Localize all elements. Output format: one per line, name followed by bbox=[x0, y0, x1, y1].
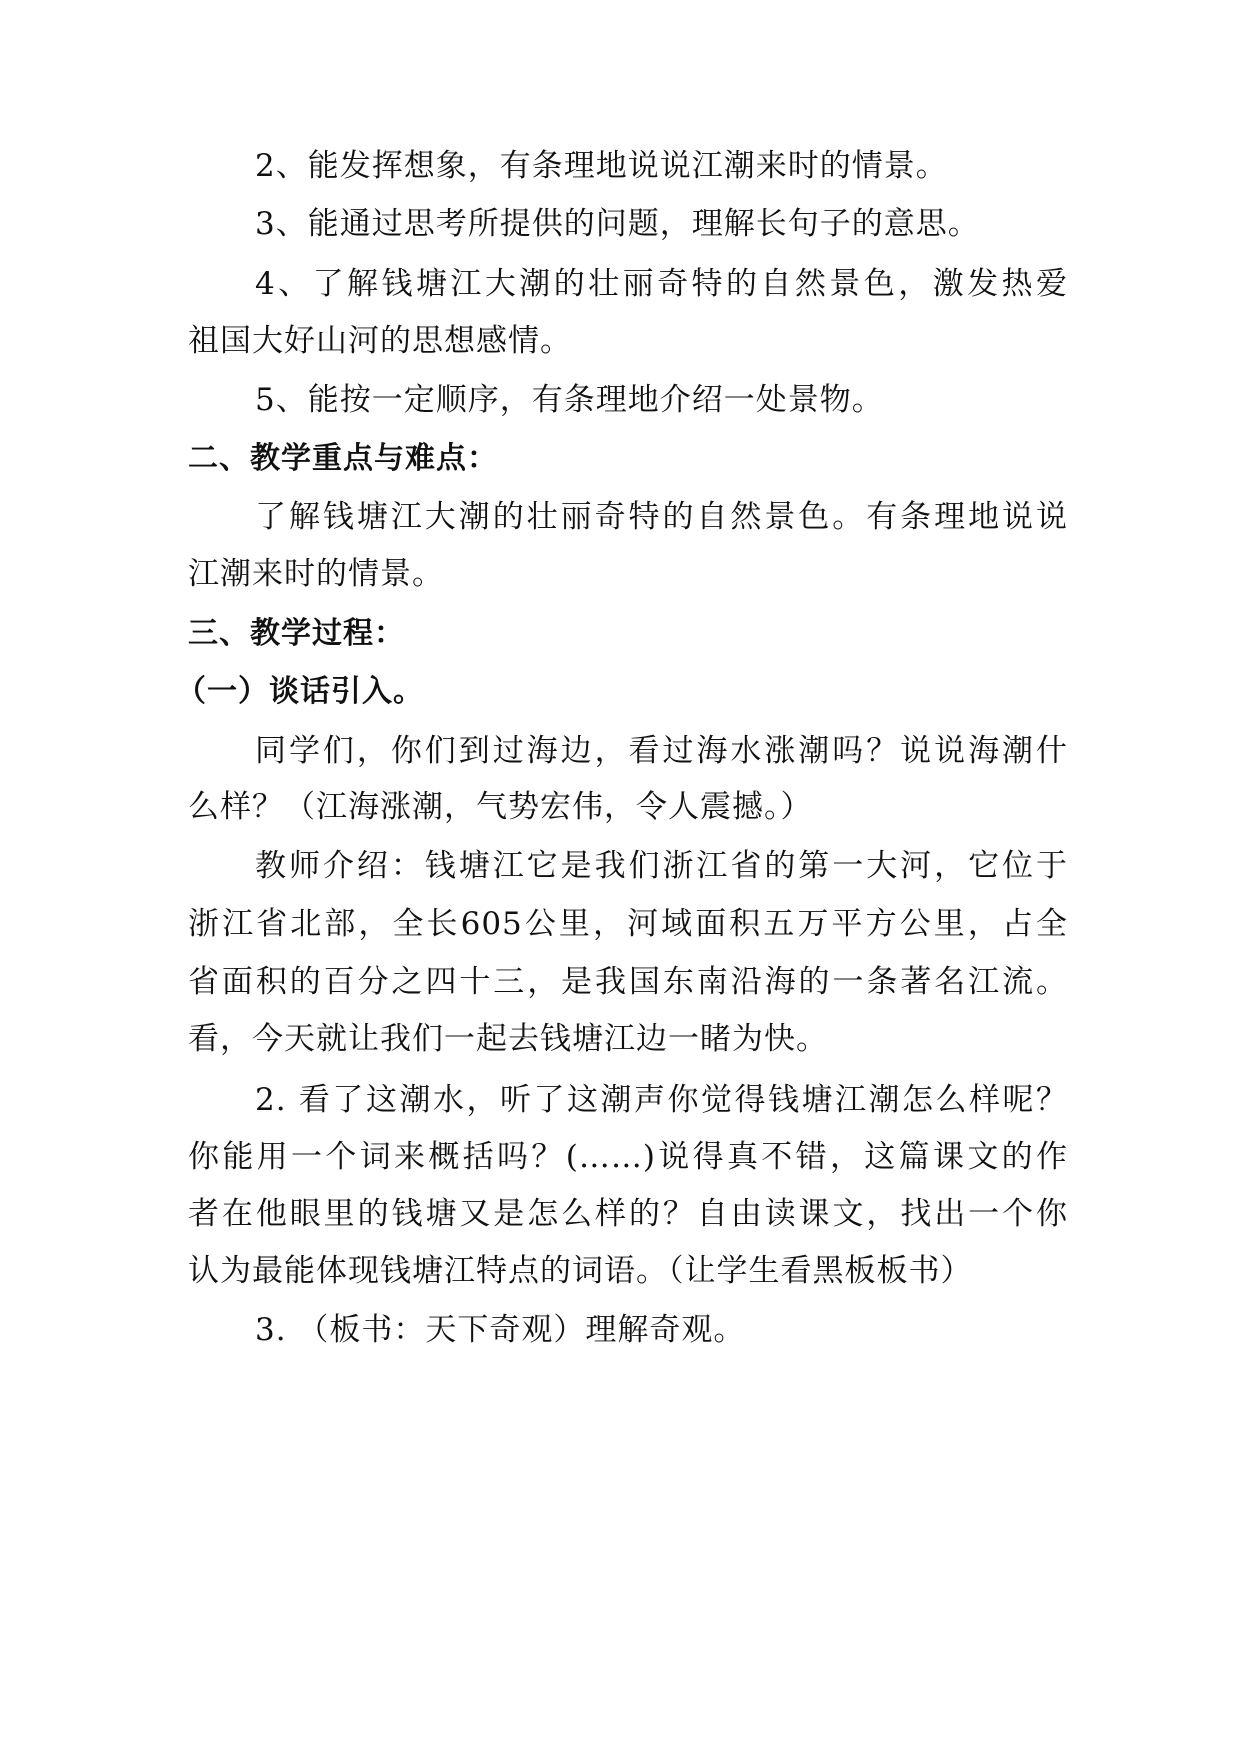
key-points-line-1: 了解钱塘江大潮的壮丽奇特的自然景色。有条理地说说 bbox=[255, 499, 1068, 535]
intro-para-1-line-2: 么样？（江海涨潮，气势宏伟，令人震撼。） bbox=[188, 789, 813, 825]
intro-para-2-line-2: 浙江省北部，全长605公里，河域面积五万平方公里，占全 bbox=[188, 906, 1068, 942]
objective-4-line-2: 祖国大好山河的思想感情。 bbox=[188, 323, 572, 359]
step-2-line-1: 2. 看了这潮水，听了这潮声你觉得钱塘江潮怎么样呢？ bbox=[255, 1082, 1068, 1118]
section-heading-process: 三、教学过程： bbox=[188, 616, 405, 651]
key-points-line-2: 江潮来时的情景。 bbox=[188, 556, 444, 592]
intro-para-2-line-1: 教师介绍：钱塘江它是我们浙江省的第一大河，它位于 bbox=[255, 848, 1068, 884]
step-2-line-4: 认为最能体现钱塘江特点的词语。（让学生看黑板板书） bbox=[188, 1253, 973, 1289]
intro-para-2-line-4: 看，今天就让我们一起去钱塘江边一睹为快。 bbox=[188, 1021, 828, 1057]
intro-para-2-line-3: 省面积的百分之四十三，是我国东南沿海的一条著名江流。 bbox=[188, 964, 1068, 1000]
intro-para-1-line-1: 同学们，你们到过海边，看过海水涨潮吗？说说海潮什 bbox=[255, 733, 1068, 769]
objective-3: 3、能通过思考所提供的问题，理解长句子的意思。 bbox=[255, 206, 980, 242]
objective-4-line-1: 4、了解钱塘江大潮的壮丽奇特的自然景色，激发热爱 bbox=[255, 266, 1068, 302]
step-2-line-3: 者在他眼里的钱塘又是怎么样的？自由读课文，找出一个你 bbox=[188, 1196, 1068, 1232]
objective-5: 5、能按一定顺序，有条理地介绍一处景物。 bbox=[255, 382, 884, 418]
step-2-line-2: 你能用一个词来概括吗？(……)说得真不错，这篇课文的作 bbox=[188, 1139, 1068, 1175]
subsection-heading-intro: （一）谈话引入。 bbox=[176, 674, 424, 709]
section-heading-key-points: 二、教学重点与难点： bbox=[188, 441, 498, 476]
objective-2: 2、能发挥想象，有条理地说说江潮来时的情景。 bbox=[255, 148, 948, 184]
step-3: 3. （板书：天下奇观）理解奇观。 bbox=[255, 1312, 746, 1348]
